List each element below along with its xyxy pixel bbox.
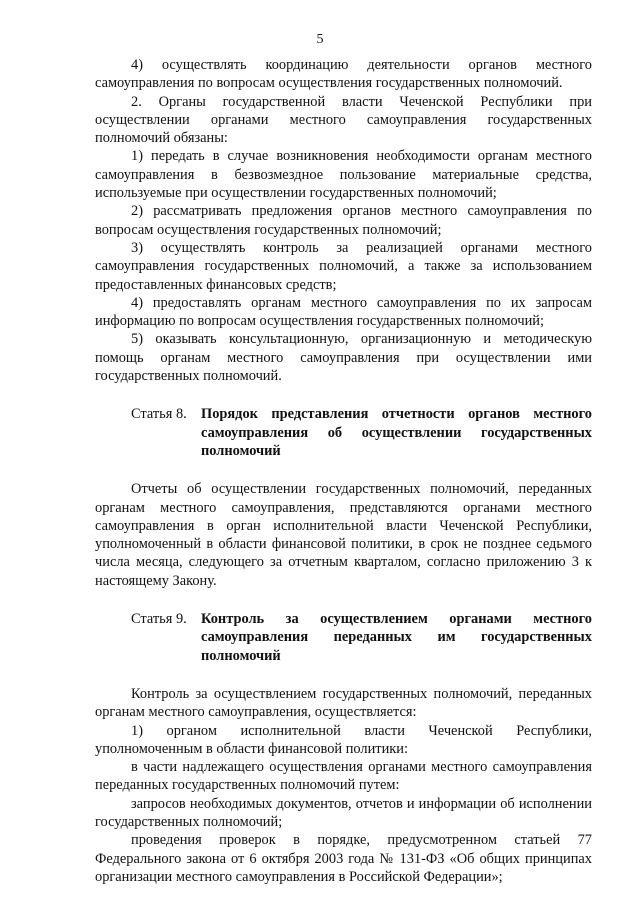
article-title: Порядок представления отчетности органов местного самоуправления об осуществлении государственных полномочий: [201, 406, 592, 459]
paragraph: запросов необходимых документов, отчетов и информации об исполнении государственных полномочий;: [95, 795, 592, 830]
paragraph: 1) передать в случае возникновения необходимости органам местного самоуправления в безвозмездное пользование материальные средства, используемые при осуществлении государственных полномочий;: [95, 148, 592, 202]
article-9-heading: [95, 610, 592, 665]
paragraph: 2) рассматривать предложения органов местного самоуправления по вопросам осуществления государственных полномочий;: [95, 203, 592, 238]
paragraph: 3) осуществлять контроль за реализацией органами местного самоуправления государственных полномочий, а также за использованием предоставленных финансовых средств;: [95, 239, 592, 293]
paragraph: 2. Органы государственной власти Чеченской Республики при осуществлении органами местного самоуправления государственных полномочий обязаны:: [95, 93, 592, 147]
article-label: Статья 9.: [131, 611, 187, 628]
paragraph: в части надлежащего осуществления органами местного самоуправления переданных государственных полномочий путем:: [95, 759, 592, 794]
paragraph: 4) предоставлять органам местного самоуправления по их запросам информацию по вопросам осуществления государственных полномочий;: [95, 294, 592, 330]
document-body: [95, 56, 592, 886]
paragraph: 4) осуществлять координацию деятельности органов местного самоуправления по вопросам осуществления государственных полномочий.: [95, 57, 592, 92]
page-number: 5: [316, 32, 324, 47]
article-label: Статья 8.: [131, 406, 187, 423]
paragraph: 1) органом исполнительной власти Чеченской Республики, уполномоченным в области финансовой политики:: [95, 722, 592, 757]
article-8-heading: [95, 405, 592, 460]
paragraph: 5) оказывать консультационную, организационную и методическую помощь органам местного самоуправления при осуществлении ими государственных полномочий.: [95, 331, 592, 385]
paragraph: Контроль за осуществлением государственных полномочий, переданных органам местного самоуправления, осуществляется:: [95, 685, 592, 721]
paragraph: Отчеты об осуществлении государственных полномочий, переданных органам местного самоуправления, представляются органами местного самоуправления в орган исполнительной власти Чеченской Республики, уполномоченный в области финансовой политики, в срок не позднее седьмого числа месяца, следующего за отчетным кварталом, согласно приложению 3 к настоящему Закону.: [95, 481, 592, 589]
paragraph: проведения проверок в порядке, предусмотренном статьей 77 Федерального закона от 6 октября 2003 года № 131-ФЗ «Об общих принципах организации местного самоуправления в Российской Федерации»;: [95, 832, 592, 885]
article-title: Контроль за осуществлением органами местного самоуправления переданных им государственных полномочий: [201, 611, 592, 664]
